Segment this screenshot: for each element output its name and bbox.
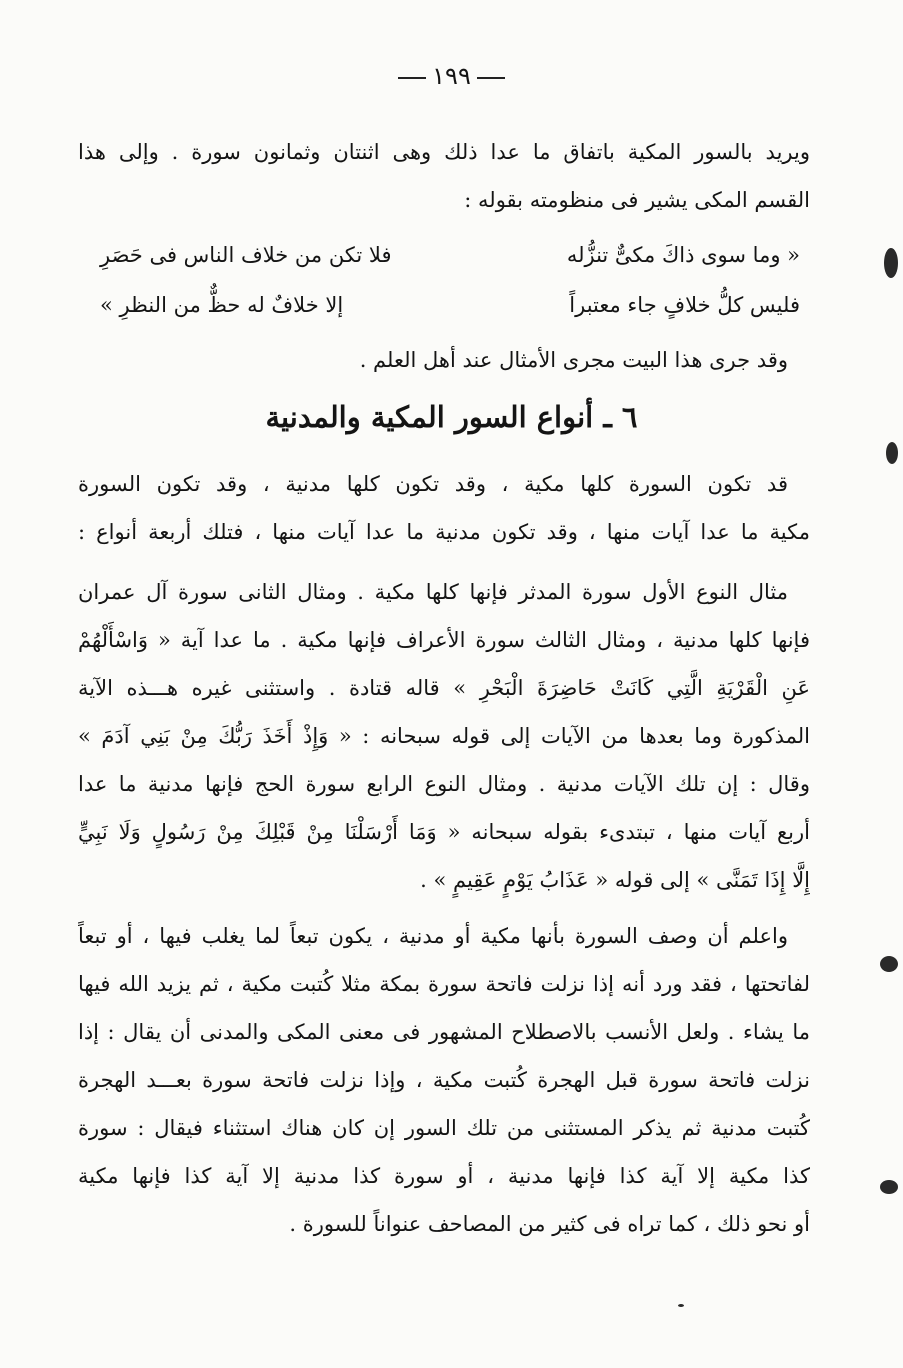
paragraph-line: وقال : إن تلك الآيات مدنية . ومثال النوع الرابع سورة الحج فإنها مدنية ما عدا [78, 772, 810, 796]
verse-line-1 [100, 230, 800, 280]
paragraph-line: ما يشاء . ولعل الأنسب بالاصطلاح المشهور فى معنى المكى والمدنى أن يقال : إذا [78, 1020, 810, 1044]
verse-hemistich-second: إلا خلافٌ له حظٌّ من النظرِ » [100, 293, 344, 317]
paragraph-line: نزلت فاتحة سورة قبل الهجرة كُتبت مكية ، وإذا نزلت فاتحة سورة بعـــد الهجرة [78, 1068, 810, 1092]
verse-hemistich-first: « وما سوى ذاكَ مكىٌّ تنزُّله [566, 243, 800, 267]
paragraph-line: القسم المكى يشير فى منظومته بقوله : [464, 188, 810, 212]
paragraph-line: مكية ما عدا آيات منها ، وقد تكون مدنية ما عدا آيات منها ، فتلك أربعة أنواع : [78, 520, 810, 544]
verse-hemistich-first: فليس كلُّ خلافٍ جاء معتبراً [569, 293, 800, 317]
paragraph-line: واعلم أن وصف السورة بأنها مكية أو مدنية ، يكون تبعاً لما يغلب فيها ، أو تبعاً [78, 924, 788, 948]
paragraph-line: ويريد بالسور المكية باتفاق ما عدا ذلك وهى اثنتان وثمانون سورة . وإلى هذا [78, 140, 810, 164]
intro-paragraph [78, 128, 810, 224]
paragraph-line: لفاتحتها ، فقد ورد أنه إذا نزلت فاتحة سورة بمكة مثلا كُتبت مكية ، ثم يزيد الله فيها [78, 972, 810, 996]
page-number-header [0, 62, 903, 90]
paragraph-line: مثال النوع الأول سورة المدثر فإنها كلها مكية . ومثال الثانى سورة آل عمران [78, 580, 788, 604]
scan-spot [880, 1180, 898, 1194]
note-paragraph [78, 912, 810, 1248]
scan-spot [880, 956, 898, 972]
paragraph-line: وقد جرى هذا البيت مجرى الأمثال عند أهل العلم . [359, 348, 788, 372]
verse-line-2 [100, 280, 800, 330]
verse-note-paragraph [78, 336, 810, 384]
paragraph-line: إِلَّا إِذَا تَمَنَّى » إلى قوله « عَذَابُ يَوْمٍ عَقِيمٍ » . [420, 868, 810, 892]
examples-paragraph [78, 568, 810, 904]
poetry-verse [100, 230, 800, 330]
paragraph-line: أربع آيات منها ، تبتدىء بقوله سبحانه « وَمَا أَرْسَلْنَا مِنْ قَبْلِكَ مِنْ رَسُولٍ وَلَا نَبِيٍّ [78, 820, 810, 844]
scan-spot [678, 1304, 684, 1307]
paragraph-line: عَنِ الْقَرْيَةِ الَّتِي كَانَتْ حَاضِرَةَ الْبَحْرِ » قاله قتادة . واستثنى غيره هـــذه الآية [78, 676, 810, 700]
left-dash [398, 77, 426, 79]
paragraph-line: كذا مكية إلا آية كذا فإنها مدنية ، أو سورة كذا مدنية إلا آية كذا فإنها مكية [78, 1164, 810, 1188]
paragraph-line: فإنها كلها مدنية ، ومثال الثالث سورة الأعراف فإنها مكية . ما عدا آية « وَاسْأَلْهُمْ [78, 628, 810, 652]
paragraph-line: كُتبت مدنية ثم يذكر المستثنى من تلك السور إن كان هناك استثناء فيقال : سورة [78, 1116, 810, 1140]
page-number: ١٩٩ [432, 62, 471, 90]
section-heading: ٦ ـ أنواع السور المكية والمدنية [265, 400, 638, 434]
scan-spot [886, 442, 898, 464]
verse-hemistich-second: فلا تكن من خلاف الناس فى حَصَرِ [100, 243, 392, 267]
scan-spot [884, 248, 898, 278]
right-dash [477, 77, 505, 79]
paragraph-line: أو نحو ذلك ، كما تراه فى كثير من المصاحف عنواناً للسورة . [289, 1212, 810, 1236]
types-paragraph [78, 460, 810, 556]
paragraph-line: المذكورة وما بعدها من الآيات إلى قوله سبحانه : « وَإِذْ أَخَذَ رَبُّكَ مِنْ بَنِي آدَمَ » [78, 724, 810, 748]
paragraph-line: قد تكون السورة كلها مكية ، وقد تكون كلها مدنية ، وقد تكون السورة [78, 472, 788, 496]
